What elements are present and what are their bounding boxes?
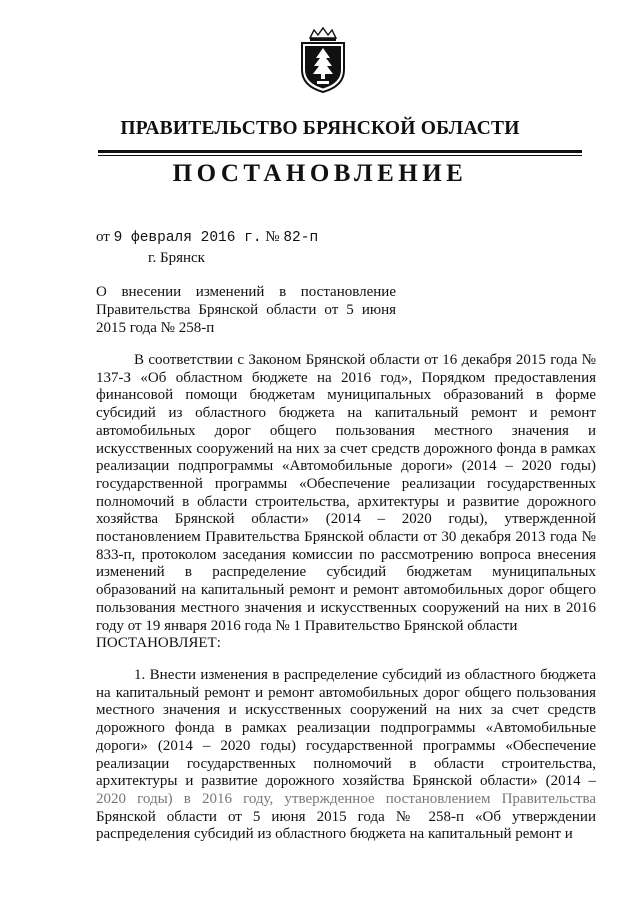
document-type: ПОСТАНОВЛЕНИЕ — [172, 160, 468, 187]
organization-title: ПРАВИТЕЛЬСТВО БРЯНСКОЙ ОБЛАСТИ — [120, 118, 520, 139]
item-1-paragraph — [96, 667, 596, 844]
header-rule-thin — [98, 155, 582, 156]
header-rule-thick — [98, 150, 582, 153]
preamble-paragraph — [96, 352, 596, 653]
item-1-text-c: Брянской области от 5 июня 2015 года № 258-п «Об утверждении распределения субсидий из областного бюджета на капитальный ремонт и — [96, 808, 596, 843]
document-city: г. Брянск — [148, 250, 205, 266]
coat-of-arms-icon — [296, 26, 350, 94]
registration-line — [96, 229, 318, 246]
decree-word: ПОСТАНОВЛЯЕТ: — [96, 635, 221, 652]
number-label: № — [265, 229, 280, 245]
document-date: 9 февраля 2016 г. — [113, 230, 262, 246]
item-1-text-b: 2020 годы) в 2016 году, утвержденное постановлением Правительства — [96, 790, 596, 807]
document-number: 82-п — [283, 230, 319, 246]
preamble-text: В соответствии с Законом Брянской области от 16 декабря 2015 года № 137-З «Об областном бюджете на 2016 год», Порядком предоставления финансовой помощи бюджетам муниципальных образований в форме субсидий из областного бюджета на капитальный ремонт и ремонт автомобильных дорог общего пользования местного значения и искусственных сооружений на них за счет средств дорожного фонда в рамках реализации подпрограммы «Автомобильные дороги» (2014 – 2020 годы) государственной программы «Обеспечение реализации государственных полномочий в области строительства, архитектуры и развитие дорожного хозяйства Брянской области» (2014 – 2020 годы), утвержденной постановлением Правительства Брянской области от 30 декабря 2013 года № 833-п, протоколом заседания комиссии по рассмотрению вопроса внесения изменений в распределение субсидий бюджетам муниципальных образований на капитальный ремонт и ремонт автомобильных дорог общего пользования местного значения и искусственных сооружений на них в 2016 году от 19 января 2016 года № 1 Правительство Брянской области — [96, 352, 596, 634]
from-label: от — [96, 229, 110, 245]
document-subject: О внесении изменений в постановление Правительства Брянской области от 5 июня 2015 года № 258-п — [96, 284, 396, 336]
item-1-text-a: 1. Внести изменения в распределение субсидий из областного бюджета на капитальный ремонт и ремонт автомобильных дорог общего пользования местного значения и искусственных сооружений на них за счет средств дорожного фонда в рамках реализации подпрограммы «Автомобильные дороги» (2014 – 2020 годы) государственной программы «Обеспечение реализации государственных полномочий в области строительства, архитектуры и развитие дорожного хозяйства Брянской области» (2014 – — [96, 667, 596, 790]
